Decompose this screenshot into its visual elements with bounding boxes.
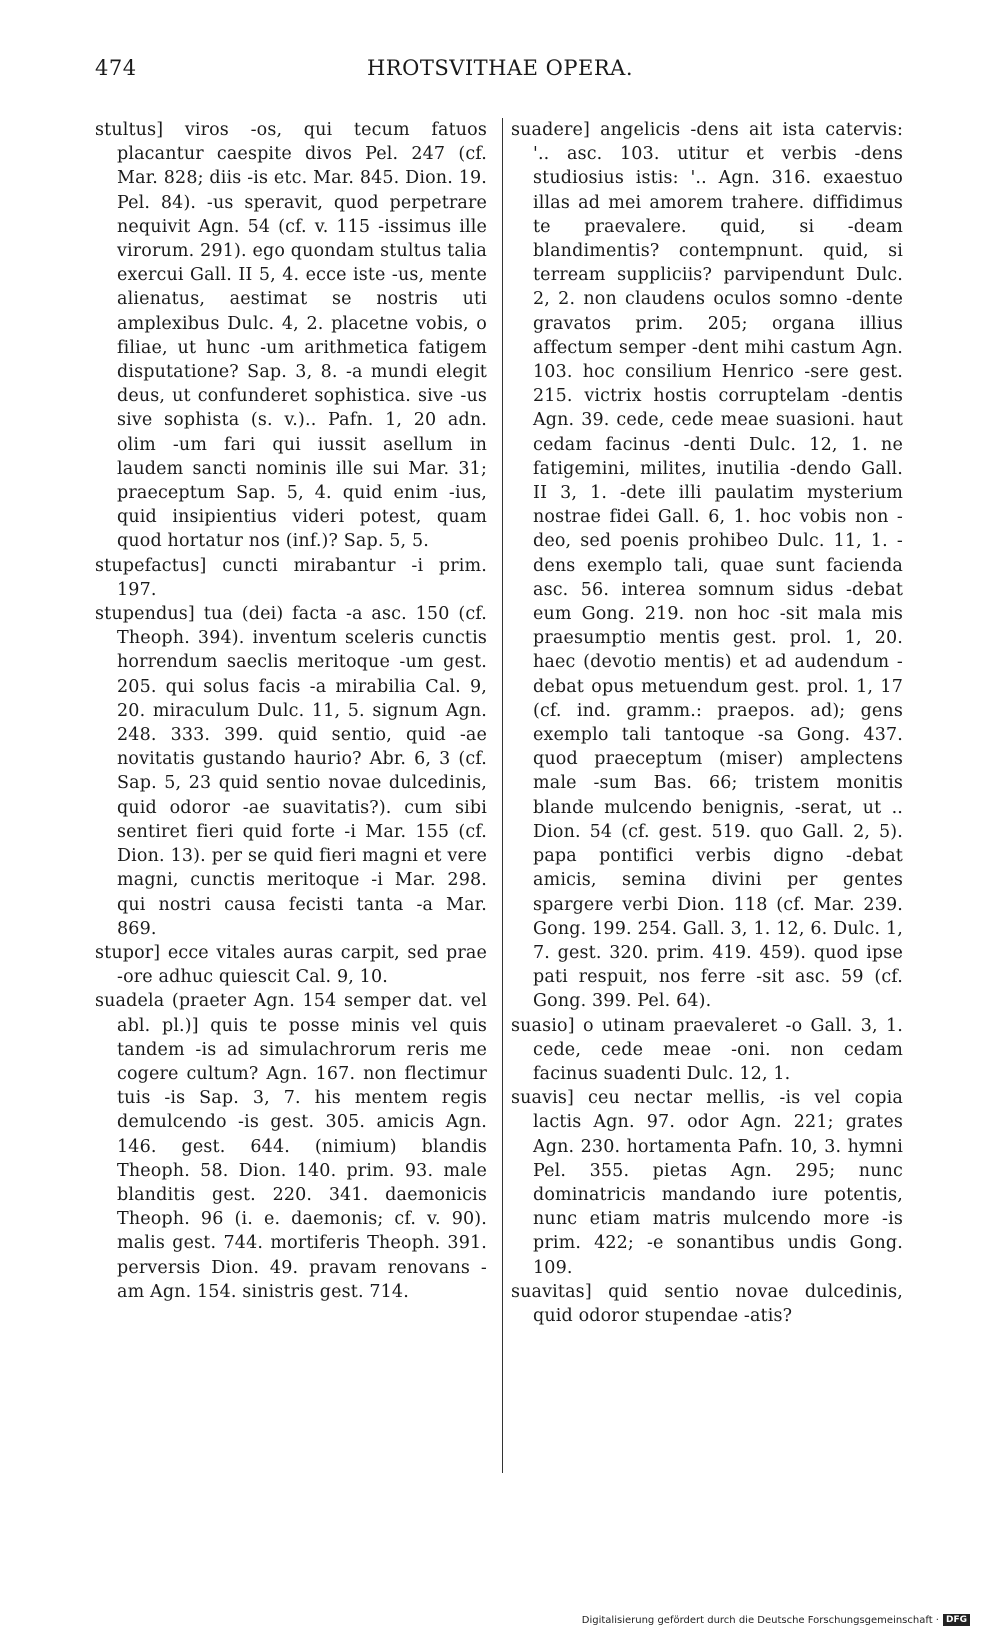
- dictionary-entry: stupendus] tua (dei) facta -a asc. 150 (cf. Theoph. 394). inventum sceleris cunctis horrendum saeclis meritoque -um gest. 205. qui solus facis -a mirabilia Cal. 9, 20. miraculum Dulc. 11, 5. signum Agn. 248. 333. 399. quid sentio, quid -ae novitatis gustando haurio? Abr. 6, 3 (cf. Sap. 5, 23 quid sentio novae dulcedinis, quid odoror -ae suavitatis?). cum sibi sentiret fieri quid forte -i Mar. 155 (cf. Dion. 13). per se quid fieri magni et vere magni, cunctis meritoque -i Mar. 298. qui nostri causa fecisti tanta -a Mar. 869.: [95, 604, 487, 939]
- dictionary-entry: stupor] ecce vitales auras carpit, sed prae -ore adhuc quiescit Cal. 9, 10.: [95, 942, 487, 988]
- footer-text: Digitalisierung gefördert durch die Deutsche Forschungsgemeinschaft ·: [581, 1614, 939, 1626]
- column-divider: [502, 118, 503, 1473]
- dictionary-entry: suadela (praeter Agn. 154 semper dat. vel abl. pl.)] quis te posse minis vel quis tandem -is ad simulachrorum reris me cogere cultum? Agn. 167. non flectimur tuis -is Sap. 3, 7. his mentem regis demulcendo -is gest. 305. amicis Agn. 146. gest. 644. (nimium) blandis Theoph. 58. Dion. 140. prim. 93. male blanditis gest. 220. 341. daemonicis Theoph. 96 (i. e. daemonis; cf. v. 90). malis gest. 744. mortiferis Theoph. 391. perversis Dion. 49. pravam renovans -am Agn. 154. sinistris gest. 714.: [95, 991, 487, 1302]
- dictionary-entry: stupefactus] cuncti mirabantur -i prim. 197.: [95, 555, 487, 600]
- running-title: HROTSVITHAE OPERA.: [366, 56, 633, 80]
- page-number: 474: [95, 56, 137, 80]
- digitization-footer: [582, 1614, 970, 1626]
- dictionary-entry: suavitas] quid sentio novae dulcedinis, quid odoror stupendae -atis?: [511, 1281, 903, 1326]
- dfg-logo: DFG: [943, 1614, 970, 1626]
- dictionary-entry: suavis] ceu nectar mellis, -is vel copia lactis Agn. 97. odor Agn. 221; grates Agn. 230. hortamenta Pafn. 10, 3. hymni Pel. 355. pietas Agn. 295; nunc dominatricis mandando iure potentis, nunc etiam matris mulcendo more -is prim. 422; -e sonantibus undis Gong. 109.: [511, 1088, 903, 1278]
- left-column: [95, 118, 487, 1304]
- dictionary-entry: suadere] angelicis -dens ait ista catervis: '.. asc. 103. utitur et verbis -dens studiosius istis: '.. Agn. 316. exaestuo illas ad mei amorem trahere. diffidimus te praevalere. quid, si -deam blandimentis? contempnunt. quid, si terream suppliciis? parvipendunt Dulc. 2, 2. non claudens oculos somno -dente gravatos prim. 205; organa illius affectum semper -dent mihi castum Agn. 103. hoc consilium Henrico -sere gest. 215. victrix hostis corruptelam -dentis Agn. 39. cede, cede meae suasioni. haut cedam facinus -denti Dulc. 12, 1. ne fatigemini, milites, inutilia -dendo Gall. II 3, 1. -dete illi paulatim mysterium nostrae fidei Gall. 6, 1. hoc vobis non -deo, sed poenis prohibeo Dulc. 11, 1. -dens exemplo tali, quae sunt facienda asc. 56. interea somnum sidus -debat eum Gong. 219. non hoc -sit mala mis praesumptio mentis gest. prol. 1, 20. haec (devotio mentis) et ad audendum -debat opus metuendum gest. prol. 1, 17 (cf. ind. gramm.: praepos. ad); gens exemplo tali tantoque -sa Gong. 437. quod praeceptum (miser) amplectens male -sum Bas. 66; tristem monitis blande mulcendo benignis, -serat, ut .. Dion. 54 (cf. gest. 519. quo Gall. 2, 5). papa pontifici verbis digno -debat amicis, semina divini per gentes spargere verbi Dion. 118 (cf. Mar. 239. Gong. 199. 254. Gall. 3, 1. 12, 6. Dulc. 1, 7. gest. 320. prim. 419. 459). quod ipse pati respuit, nos ferre -sit asc. 59 (cf. Gong. 399. Pel. 64).: [511, 120, 903, 1012]
- dictionary-entry: stultus] viros -os, qui tecum fatuos placantur caespite divos Pel. 247 (cf. Mar. 828; diis -is etc. Mar. 845. Dion. 19. Pel. 84). -us speravit, quod perpetrare nequivit Agn. 54 (cf. v. 115 -issimus ille virorum. 291). ego quondam stultus talia exercui Gall. II 5, 4. ecce iste -us, mente alienatus, aestimat se nostris uti amplexibus Dulc. 4, 2. placetne vobis, o filiae, ut hunc -um arithmetica fatigem disputatione? Sap. 3, 8. -a mundi elegit deus, ut confunderet sophistica. sive -us sive sophista (s. v.).. Pafn. 1, 20 adn. olim -um fari qui iussit asellum in laudem sancti nominis ille sui Mar. 31; praeceptum Sap. 5, 4. quid enim -ius, quid insipientius videri potest, quam quod hortatur nos (inf.)? Sap. 5, 5.: [95, 120, 487, 552]
- dictionary-entry: suasio] o utinam praevaleret -o Gall. 3, 1. cede, cede meae -oni. non cedam facinus suadenti Dulc. 12, 1.: [511, 1015, 903, 1084]
- page-header: [95, 50, 905, 86]
- right-column: [511, 118, 903, 1328]
